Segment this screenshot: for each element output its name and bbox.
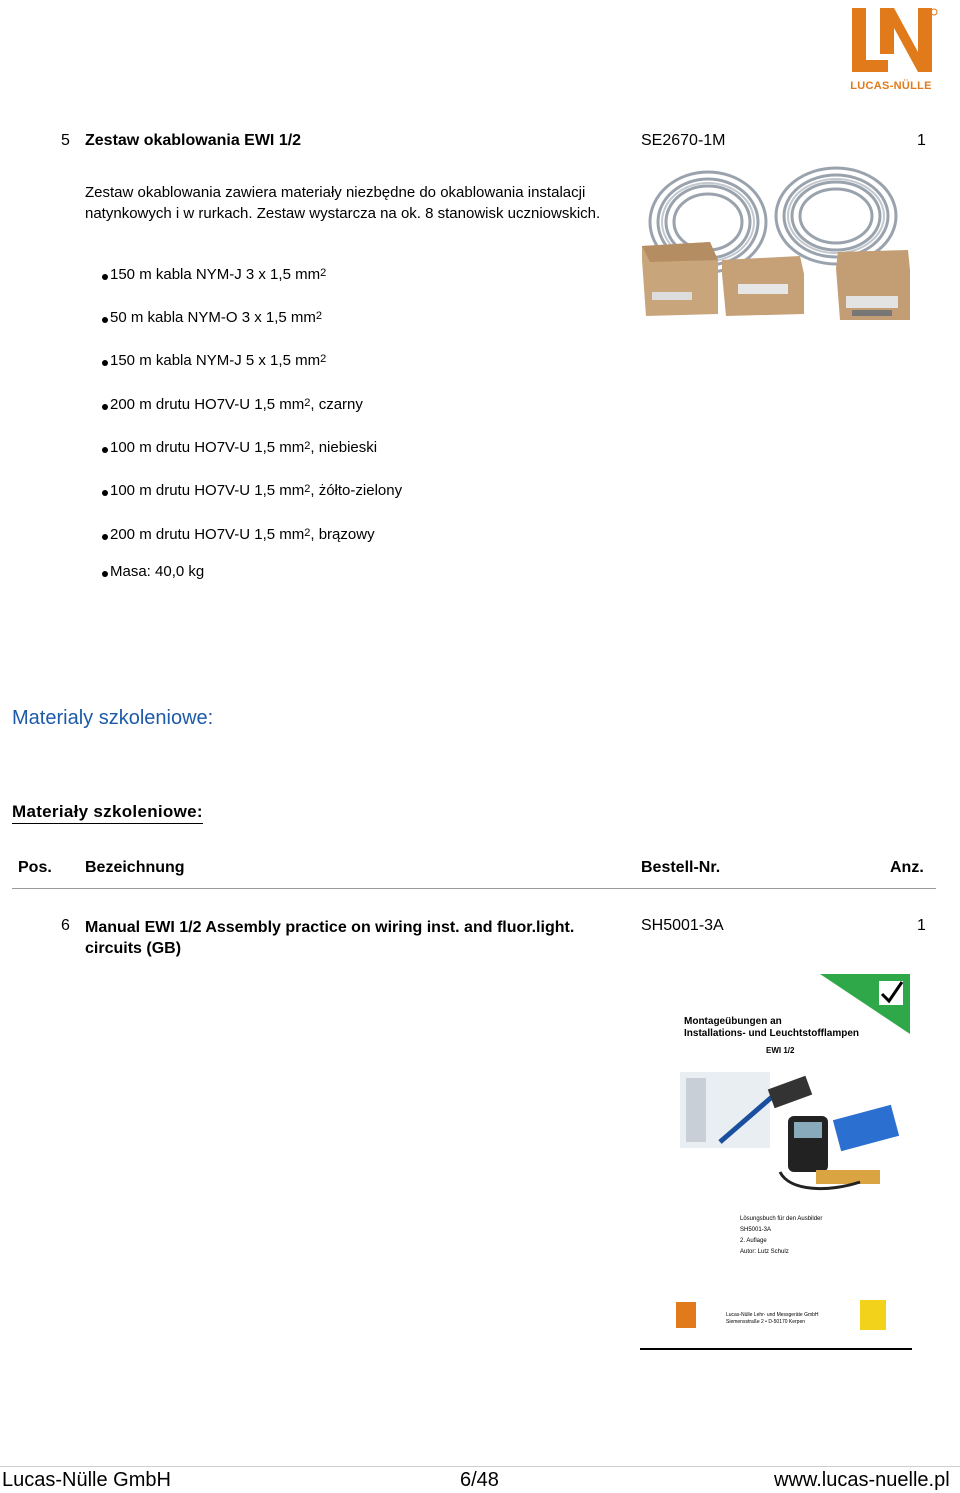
manual-info-line: Lösungsbuch für den Ausbilder (740, 1216, 823, 1222)
item-order-number: SE2670-1M (641, 132, 726, 149)
item-title: Zestaw okablowania EWI 1/2 (85, 132, 302, 149)
cable-set-photo (640, 164, 912, 324)
footer-page-number: 6/48 (460, 1469, 499, 1491)
footer-divider (0, 1466, 960, 1467)
footer-company: Lucas-Nülle GmbH (2, 1469, 171, 1491)
spec-bullet: 100 m drutu HO7V-U 1,5 $mm^2$, żółto-zielony (110, 482, 403, 499)
item-position: 5 (61, 132, 70, 149)
item-quantity: 1 (917, 917, 926, 934)
manual-cover-image (640, 972, 912, 1352)
manual-info-line: 2. Auflage (740, 1238, 767, 1244)
header-order-number: Bestell-Nr. (641, 859, 721, 876)
manual-cover-title (684, 1016, 859, 1040)
manual-publisher-line: Siemensstraße 2 • D-50170 Kerpen (726, 1319, 806, 1325)
header-position: Pos. (18, 859, 52, 876)
item-order-number: SH5001-3A (641, 917, 724, 934)
item-description: Zestaw okablowania zawiera materiały niezbędne do okablowania instalacji natynkowych i w rurkach. Zestaw wystarcza na ok. 8 stanowisk uczniowskich. (85, 184, 601, 222)
header-quantity: Anz. (890, 859, 924, 876)
spec-bullet: 150 m kabla NYM-J 5 x 1,5 $mm^2$ (110, 352, 327, 369)
manual-publisher (726, 1312, 819, 1326)
spec-bullet: 50 m kabla NYM-O 3 x 1,5 $mm^2$ (110, 309, 323, 326)
footer-website[interactable]: www.lucas-nuelle.pl (774, 1469, 950, 1491)
manual-info-line: SH5001-3A (740, 1227, 772, 1233)
section-heading: Materialy szkoleniowe: (12, 707, 214, 729)
manual-title-line: Montageübungen an (684, 1016, 782, 1027)
header-name: Bezeichnung (85, 859, 185, 876)
manual-publisher-line: Lucas-Nülle Lehr- und Messgeräte GmbH (726, 1312, 819, 1318)
materials-heading: Materiały szkoleniowe: (12, 802, 203, 824)
spec-bullet: 150 m kabla NYM-J 3 x 1,5 $mm^2$ (110, 266, 327, 283)
spec-bullet: 100 m drutu HO7V-U 1,5 $mm^2$, niebieski (110, 439, 378, 456)
manual-info (740, 1214, 822, 1258)
spec-bullet: Masa: 40,0 kg (110, 563, 205, 580)
header-divider (12, 888, 936, 889)
brand-name: LUCAS-NÜLLE (850, 80, 932, 92)
manual-info-line: Autor: Lutz Schulz (740, 1249, 789, 1255)
item-position: 6 (61, 917, 70, 934)
item-quantity: 1 (917, 132, 926, 149)
manual-subtitle: EWI 1/2 (766, 1046, 795, 1055)
manual-title-line: Installations- und Leuchtstofflampen (684, 1028, 860, 1039)
spec-bullet: 200 m drutu HO7V-U 1,5 $mm^2$, brązowy (110, 526, 375, 543)
spec-bullet: 200 m drutu HO7V-U 1,5 $mm^2$, czarny (110, 396, 363, 413)
item-title: Manual EWI 1/2 Assembly practice on wiring inst. and fluor.light. circuits (GB) (85, 919, 575, 957)
